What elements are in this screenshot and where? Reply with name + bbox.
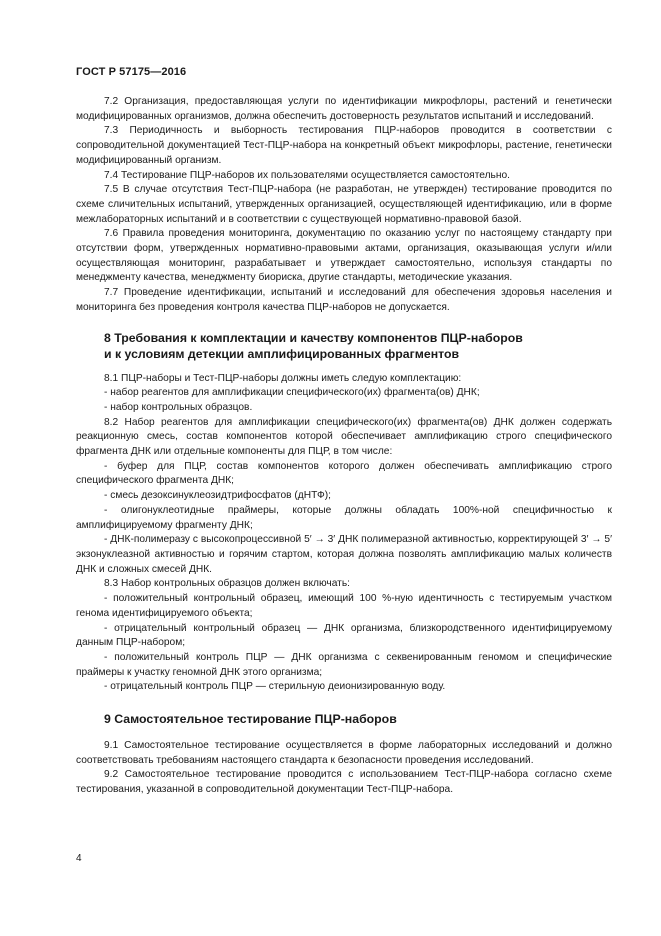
- section-8-heading-line1: 8 Требования к комплектации и качеству компонентов ПЦР-наборов: [104, 330, 523, 345]
- section-8-heading-line2: и к условиям детекции амплифицированных фрагментов: [104, 346, 460, 361]
- paragraph-9-1: 9.1 Самостоятельное тестирование осуществляется в форме лабораторных исследований и должно соответствовать требованиям настоящего стандарта к безопасности проведения исследований.: [76, 740, 612, 766]
- list-item: - положительный контрольный образец, имеющий 100 %-ную идентичность с тестируемым участком генома идентифицируемого объекта;: [76, 593, 612, 619]
- document-code-header: ГОСТ Р 57175—2016: [76, 66, 187, 78]
- list-item: - набор реагентов для амплификации специфического(их) фрагмента(ов) ДНК;: [104, 387, 480, 399]
- paragraph-8-2: 8.2 Набор реагентов для амплификации специфического(их) фрагмента(ов) ДНК должен содержать реакционную смесь, состав компонентов которой обеспечивает амплификацию строго специфического фрагмента ДНК или отдельные компоненты для ПЦР, в том числе:: [76, 416, 612, 458]
- paragraph-7-4: 7.4 Тестирование ПЦР-наборов их пользователями осуществляется самостоятельно.: [104, 169, 510, 181]
- paragraph-8-3: 8.3 Набор контрольных образцов должен включать:: [104, 578, 350, 590]
- list-item: - буфер для ПЦР, состав компонентов которого должен обеспечивать амплификацию строго специфического фрагмента ДНК;: [76, 460, 612, 487]
- paragraph-9-2: 9.2 Самостоятельное тестирование проводится с использованием Тест-ПЦР-набора согласно схеме тестирования, указанной в сопроводительной документации Тест-ПЦР-набора.: [76, 769, 612, 796]
- paragraph-7-5: 7.5 В случае отсутствия Тест-ПЦР-набора (не разработан, не утвержден) тестирование проводится по схеме сличительных испытаний, утвержденных организацией, осуществляющей идентификацию, или в форме межлабораторных испытаний и в соответствии с существующей нормативно-правовой базой.: [76, 184, 612, 225]
- section-9-heading: 9 Самостоятельное тестирование ПЦР-наборов: [104, 712, 397, 727]
- list-item: - положительный контроль ПЦР — ДНК организма с секвенированным геномом и специфические праймеры к участку геномной ДНК этого организма;: [76, 651, 612, 678]
- list-item: - отрицательный контрольный образец — ДНК организма, близкородственного идентифицируемому данным ПЦР-набором;: [76, 622, 612, 649]
- list-item: - набор контрольных образцов.: [104, 401, 253, 413]
- paragraph-7-2: 7.2 Организация, предоставляющая услуги по идентификации микрофлоры, растений и генетически модифицированных организмов, должна обеспечить достоверность результатов испытаний и исследований.: [76, 96, 612, 122]
- paragraph-7-3: 7.3 Периодичность и выборность тестирования ПЦР-наборов проводится в соответствии с сопроводительной документацией Тест-ПЦР-набора на конкретный объект микрофлоры, растение, генетически модифицированный организм.: [76, 125, 612, 166]
- list-item: - отрицательный контроль ПЦР — стерильную деионизированную воду.: [104, 681, 446, 693]
- list-item: - олигонуклеотидные праймеры, которые должны обладать 100%-ной специфичностью к амплифицируемому фрагменту ДНК;: [76, 504, 612, 531]
- paragraph-7-7: 7.7 Проведение идентификации, испытаний и исследований для обеспечения здоровья населения и мониторинга без проведения контроля качества ПЦР-наборов не допускается.: [76, 287, 612, 313]
- section-8-heading: [76, 330, 612, 362]
- page-number: 4: [76, 853, 82, 864]
- paragraph-8-1: 8.1 ПЦР-наборы и Тест-ПЦР-наборы должны иметь следую комплектацию:: [104, 372, 462, 384]
- list-item: - смесь дезоксинуклеозидтрифосфатов (дНТФ);: [104, 490, 331, 502]
- paragraph-7-6: 7.6 Правила проведения мониторинга, документацию по оказанию услуг по настоящему стандарту при отсутствии форм, утвержденных нормативно-правовыми актами, организация, оказывающая услуги и/или осуществляющая мониторинг, разрабатывает и утверждает самостоятельно, используя стандарты по менеджменту качества, менеджменту биориска, другие стандарты, методические указания.: [76, 228, 612, 284]
- document-body: [76, 95, 612, 798]
- list-item: - ДНК-полимеразу с высокопроцессивной 5′ → 3′ ДНК полимеразной активностью, корректирующей 3′ → 5′ экзонуклеазной активностью и горячим стартом, которая должна позволять амплификацию малых количеств ДНК и сложных смесей ДНК.: [76, 534, 612, 575]
